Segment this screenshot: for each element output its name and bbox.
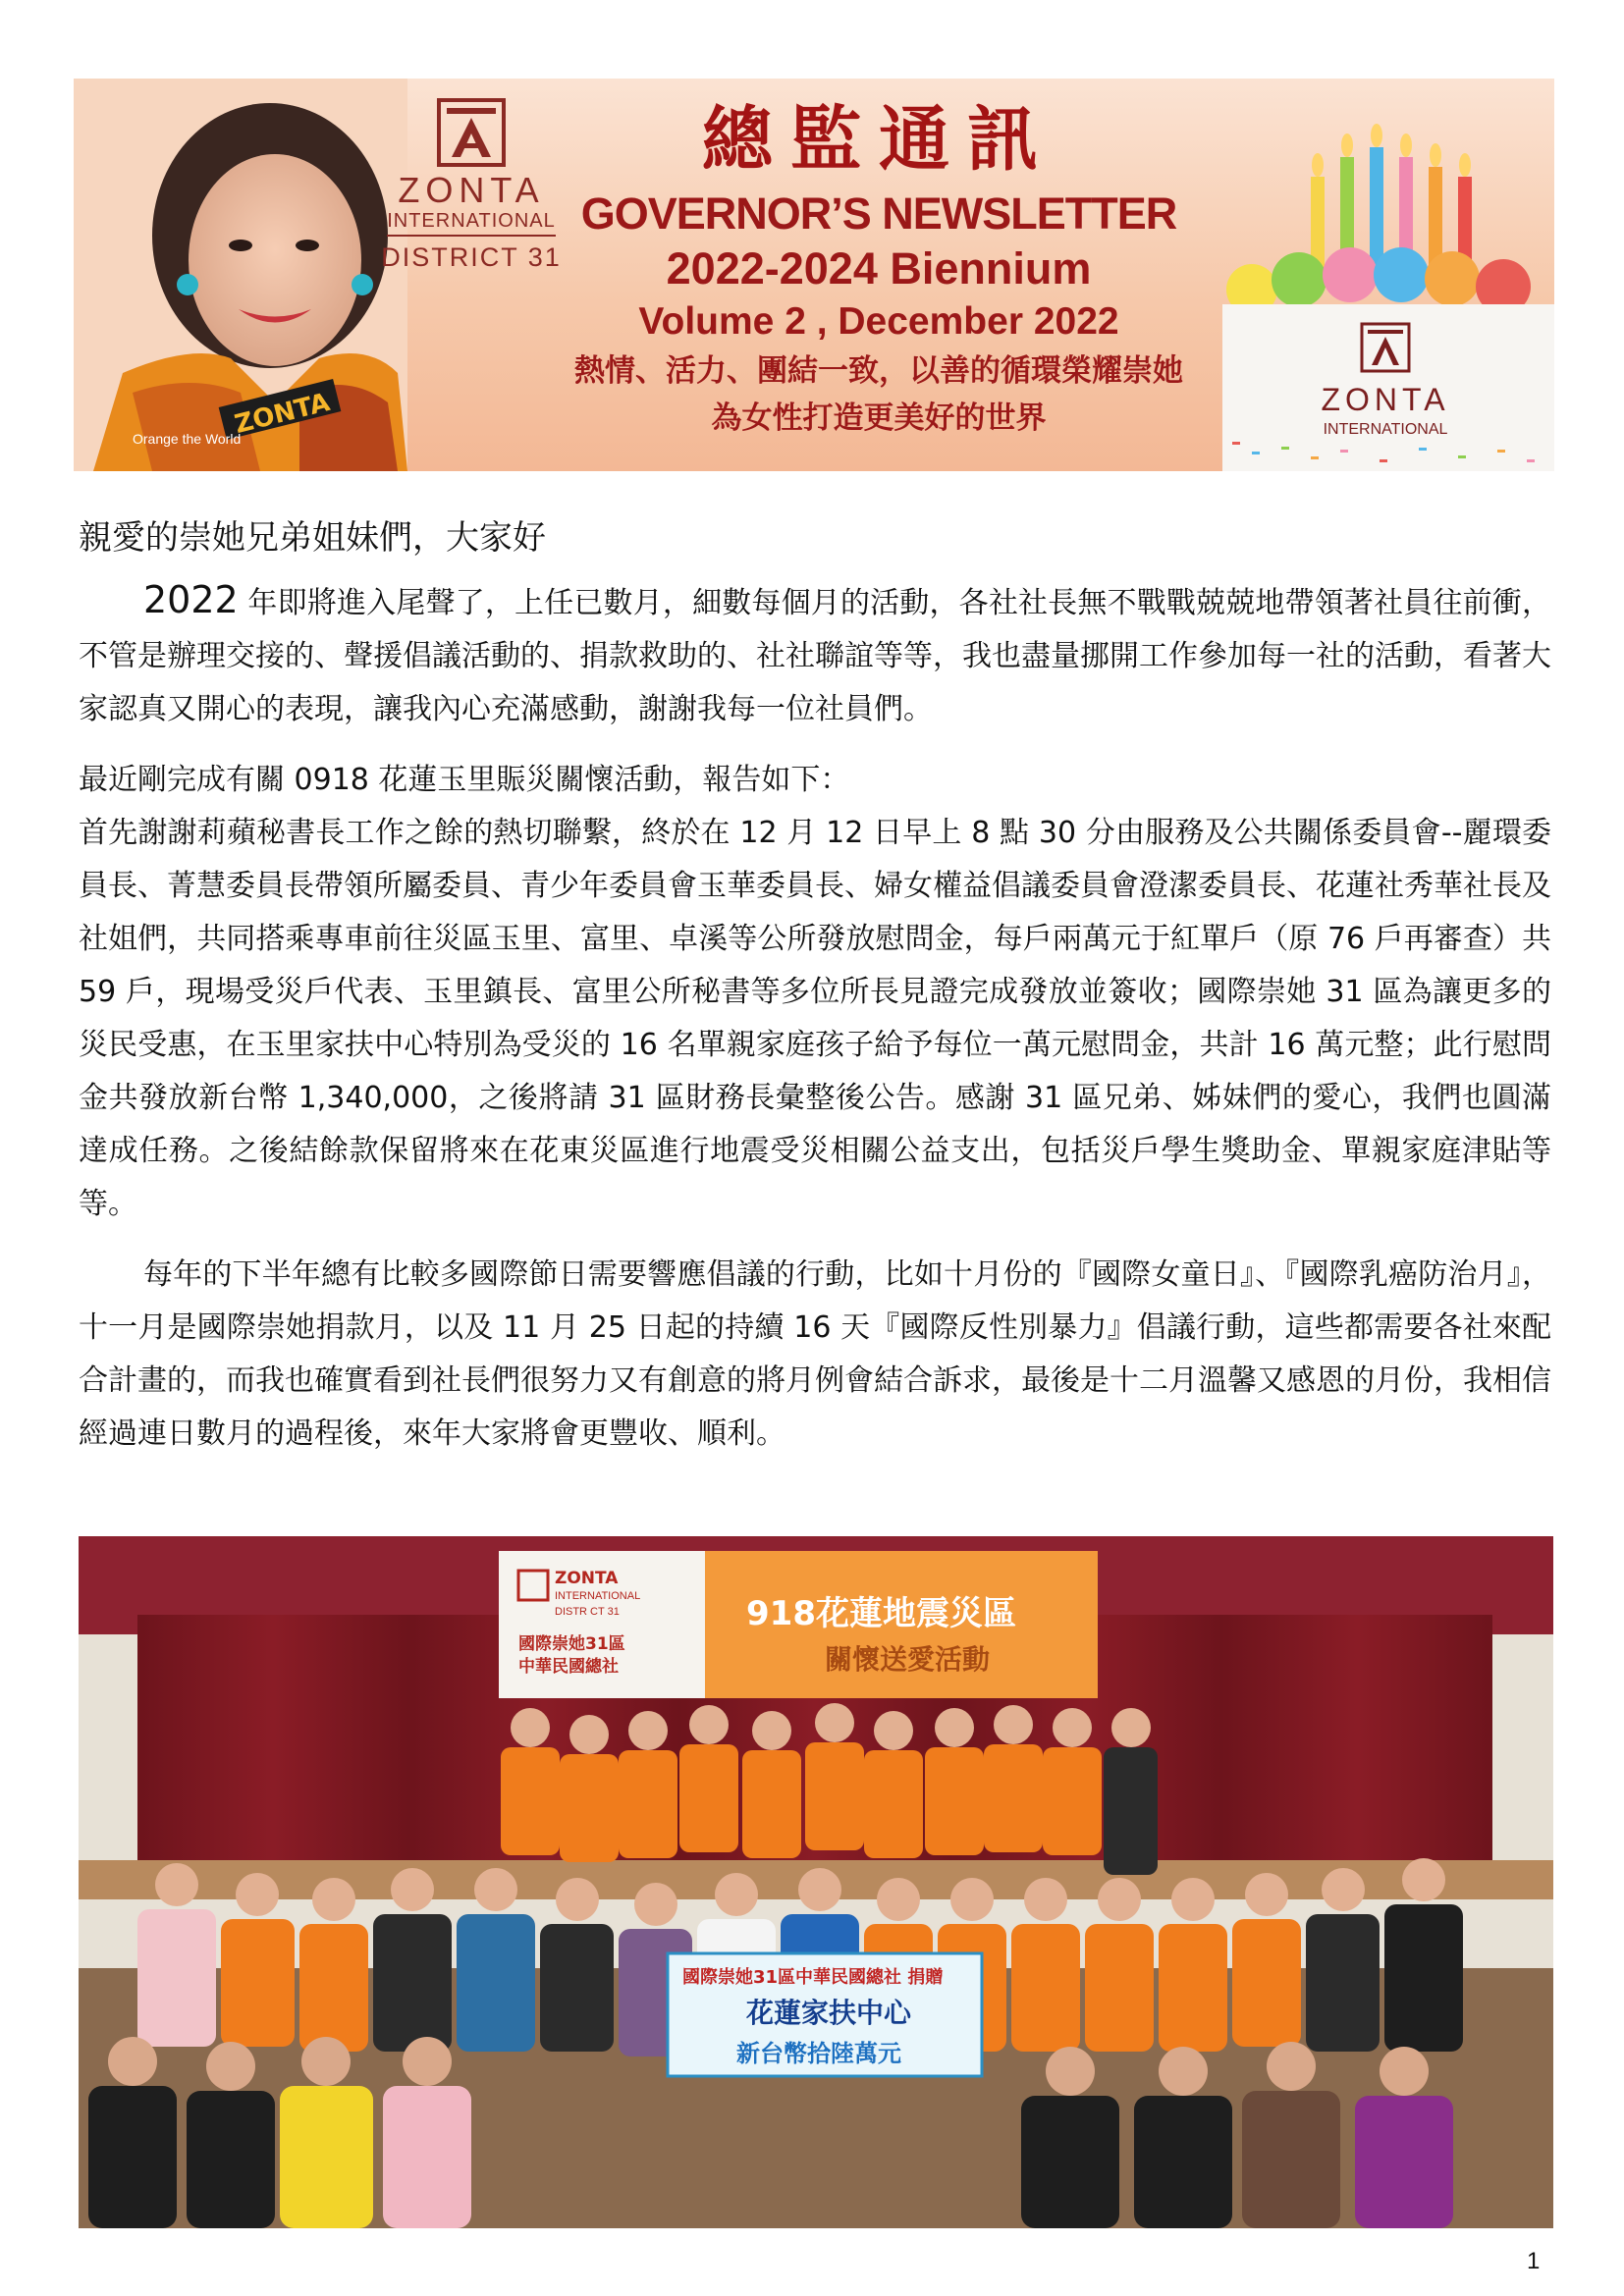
group-photo	[79, 1536, 1553, 2228]
slogan-line-2: 為女性打造更美好的世界	[711, 400, 1047, 436]
back-row-people	[501, 1703, 1158, 1875]
zonta-emblem-icon	[437, 98, 506, 167]
donation-sign	[668, 1953, 982, 2076]
sign-line-3: 新台幣拾陸萬元	[736, 2040, 901, 2067]
cake-international: INTERNATIONAL	[1323, 421, 1448, 438]
paragraph-1	[79, 573, 1551, 736]
banner-zh-line-1: 國際崇她31區	[518, 1634, 625, 1654]
logo-district: DISTRICT 31	[381, 242, 562, 272]
banner-zonta-word: ZONTA	[555, 1569, 619, 1588]
scarf-text: ZONTA	[232, 388, 333, 441]
paragraph-1-text: 年即將進入尾聲了，上任已數月，細數每個月的活動，各社社長無不戰戰兢兢地帶領著社員往前衝，不管是辦理交接的、聲援倡議活動的、捐款救助的、社社聯誼等等，我也盡量挪開工作參加每一社的活動，看著大家認真又開心的表現，讓我內心充滿感動，謝謝我每一位社員們。	[79, 586, 1551, 726]
paragraph-2: 首先謝謝莉蘋秘書長工作之餘的熱切聯繫，終於在 12 月 12 日早上 8 點 30 分由服務及公共關係委員會--麗環委員長、菁慧委員長帶領所屬委員、青少年委員會玉華委員長、婦女權益倡議委員會澄潔委員長、花蓮社秀華社長及社姐們，共同搭乘專車前往災區玉里、富里、卓溪等公所發放慰問金，每戶兩萬元于紅單戶（原 76 戶再審查）共 59 戶，現場受災戶代表、玉里鎮長、富里公所秘書等多位所長見證完成發放並簽收；國際崇她 31 區為讓更多的災民受惠，在玉里家扶中心特別為受災的 16 名單親家庭孩子給予每位一萬元慰問金，共計 16 萬元整；此行慰問金共發放新台幣 1,340,000，之後將請 31 區財務長彙整後公告。感謝 31 區兄弟、姊妹們的愛心，我們也圓滿達成任務。之後結餘款保留將來在花東災區進行地震受災相關公益支出，包括災戶學生獎助金、單親家庭津貼等等。	[79, 816, 1551, 1221]
greeting: 親愛的崇她兄弟姐妹們，大家好	[79, 518, 546, 558]
title-chinese: 總監通訊	[701, 97, 1056, 181]
banner-district: DISTR CT 31	[555, 1606, 620, 1618]
paragraph-2-intro: 最近剛完成有關 0918 花蓮玉里賑災關懷活動，報告如下：	[79, 763, 850, 797]
event-banner-line-2: 關懷送愛活動	[825, 1643, 991, 1676]
logo-zonta-word: ZONTA	[398, 170, 545, 210]
title-english: GOVERNOR’S NEWSLETTER	[580, 188, 1177, 239]
birthday-cake-image	[1213, 79, 1554, 471]
newsletter-header-banner	[74, 79, 1554, 471]
banner-international: INTERNATIONAL	[555, 1590, 641, 1602]
newsletter-title-block	[565, 92, 1193, 442]
cake-zonta-word: ZONTA	[1321, 382, 1450, 417]
zonta-banner	[499, 1551, 705, 1698]
scarf-orange-text: Orange the World	[133, 431, 242, 447]
page-number: 1	[1527, 2248, 1541, 2274]
title-biennium: 2022-2024 Biennium	[666, 243, 1092, 294]
title-volume: Volume 2 , December 2022	[638, 300, 1119, 343]
sign-line-1: 國際崇她31區中華民國總社 捐贈	[682, 1967, 944, 1988]
logo-international: INTERNATIONAL	[387, 210, 556, 237]
paragraph-1-year: 2022	[143, 578, 239, 621]
banner-zh-line-2: 中華民國總社	[518, 1657, 619, 1677]
sign-line-2: 花蓮家扶中心	[746, 1997, 912, 2029]
event-banner-line-1: 918花蓮地震災區	[746, 1594, 1016, 1633]
paragraph-3: 每年的下半年總有比較多國際節日需要響應倡議的行動，比如十月份的『國際女童日』、『國際乳癌防治月』，十一月是國際崇她捐款月，以及 11 月 25 日起的持續 16 天『國際反性別暴力』倡議行動，這些都需要各社來配合計畫的，而我也確實看到社長們很努力又有創意的將月例會結合訴求，最後是十二月溫馨又感恩的月份，我相信經過連日數月的過程後，來年大家將會更豐收、順利。	[79, 1257, 1551, 1451]
slogan-line-1: 熱情、活力、團結一致，以善的循環榮耀崇她	[574, 353, 1183, 389]
event-banner	[705, 1551, 1098, 1698]
newsletter-body	[79, 510, 1551, 1461]
zonta-district-logo	[349, 98, 594, 324]
